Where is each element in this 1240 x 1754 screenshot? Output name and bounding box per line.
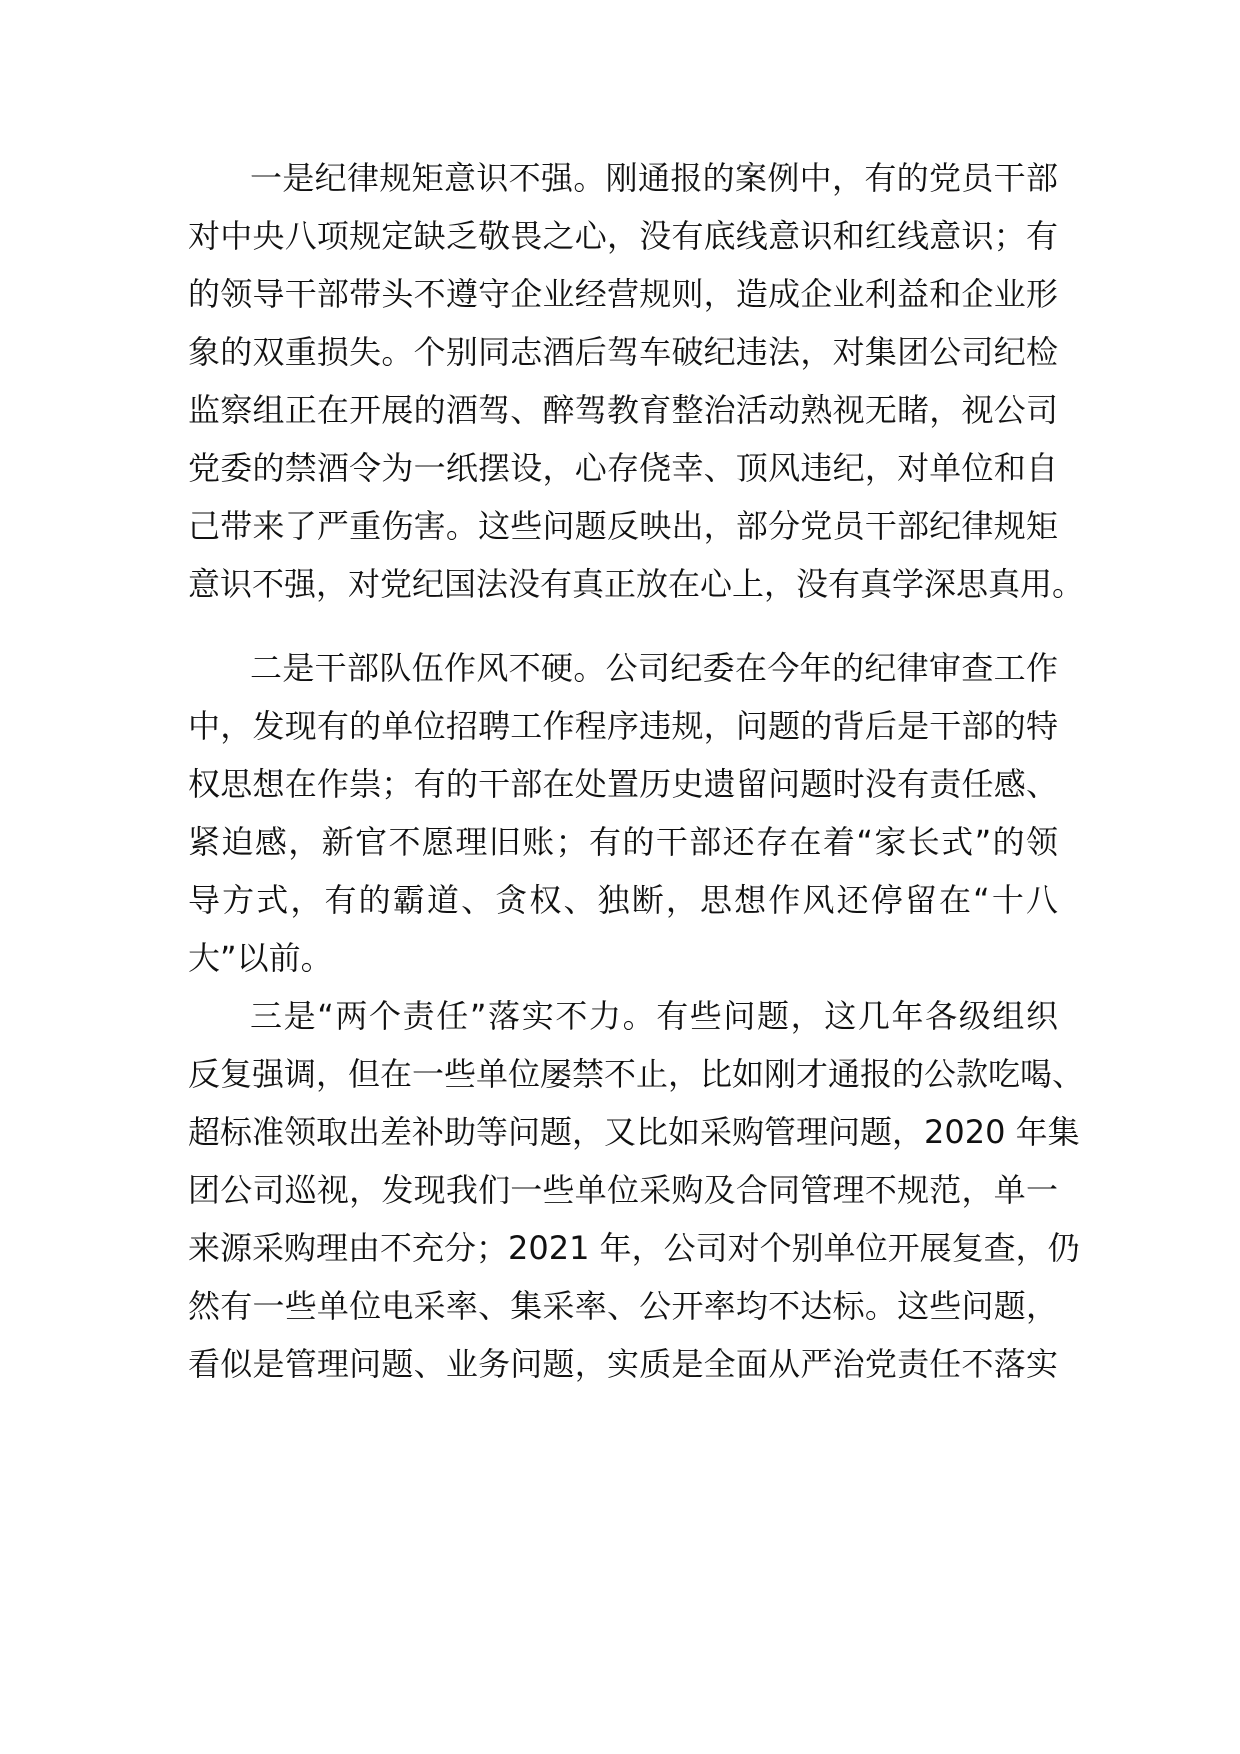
paragraph-line: 来源采购理由不充分；2021 年，公司对个别单位开展复查，仍: [188, 1229, 1080, 1267]
paragraph-line: 中，发现有的单位招聘工作程序违规，问题的背后是干部的特: [188, 707, 1058, 745]
paragraph-line: 己带来了严重伤害。这些问题反映出，部分党员干部纪律规矩: [188, 507, 1058, 545]
paragraph-line: 二是干部队伍作风不硬。公司纪委在今年的纪律审查工作: [250, 649, 1058, 687]
paragraph-line: 的领导干部带头不遵守企业经营规则，造成企业利益和企业形: [188, 275, 1058, 313]
paragraph-line: 紧迫感，新官不愿理旧账；有的干部还存在着“家长式”的领: [188, 823, 1058, 861]
paragraph-line: 象的双重损失。个别同志酒后驾车破纪违法，对集团公司纪检: [188, 333, 1058, 371]
paragraph-line: 意识不强，对党纪国法没有真正放在心上，没有真学深思真用。: [188, 565, 1085, 603]
paragraph-line: 导方式，有的霸道、贪权、独断，思想作风还停留在“十八: [188, 881, 1058, 919]
paragraph-line: 然有一些单位电采率、集采率、公开率均不达标。这些问题，: [188, 1287, 1058, 1325]
paragraph-line: 权思想在作祟；有的干部在处置历史遗留问题时没有责任感、: [188, 765, 1058, 803]
paragraph-line: 大”以前。: [188, 939, 333, 977]
paragraph-line: 超标准领取出差补助等问题，又比如采购管理问题，2020 年集: [188, 1113, 1080, 1151]
paragraph-line: 看似是管理问题、业务问题，实质是全面从严治党责任不落实: [188, 1345, 1058, 1383]
paragraph-line: 对中央八项规定缺乏敬畏之心，没有底线意识和红线意识；有: [188, 217, 1058, 255]
paragraph-line: 反复强调，但在一些单位屡禁不止，比如刚才通报的公款吃喝、: [188, 1055, 1085, 1093]
paragraph-line: 监察组正在开展的酒驾、醉驾教育整治活动熟视无睹，视公司: [188, 391, 1058, 429]
paragraph-line: 一是纪律规矩意识不强。刚通报的案例中，有的党员干部: [250, 159, 1058, 197]
paragraph-line: 党委的禁酒令为一纸摆设，心存侥幸、顶风违纪，对单位和自: [188, 449, 1058, 487]
paragraph-line: 团公司巡视，发现我们一些单位采购及合同管理不规范，单一: [188, 1171, 1058, 1209]
paragraph-line: 三是“两个责任”落实不力。有些问题，这几年各级组织: [250, 997, 1058, 1035]
